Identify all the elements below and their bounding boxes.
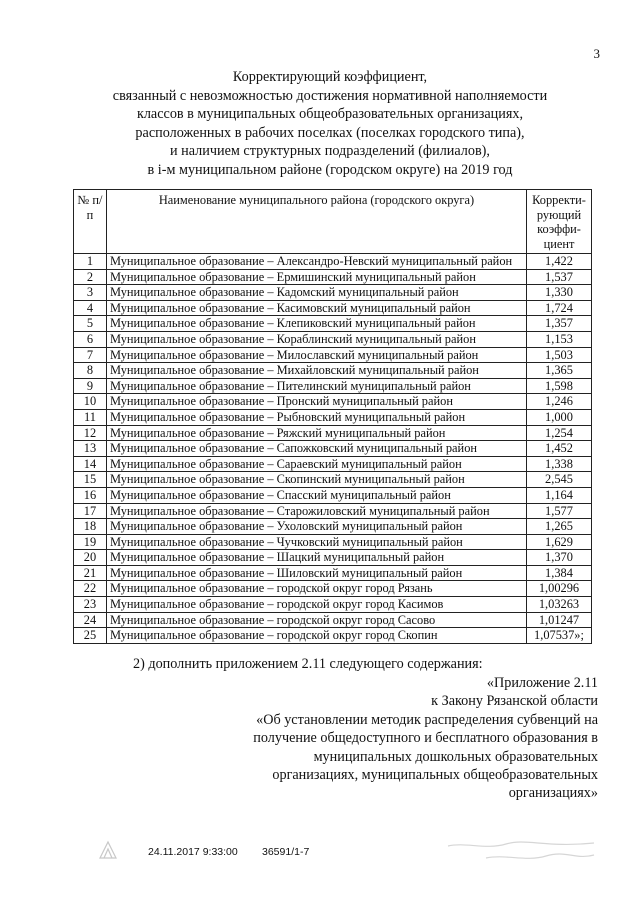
table-row (74, 550, 592, 566)
coefficient-value: 1,598 (527, 378, 592, 394)
table-row (74, 456, 592, 472)
row-number: 7 (74, 347, 107, 363)
annex-line: организациях» (508, 785, 598, 802)
coefficient-value: 1,503 (527, 347, 592, 363)
district-name: Муниципальное образование – Спасский муниципальный район (107, 487, 527, 503)
row-number: 10 (74, 394, 107, 410)
table-row (74, 565, 592, 581)
row-number: 22 (74, 581, 107, 597)
district-name: Муниципальное образование – Сараевский муниципальный район (107, 456, 527, 472)
annex-line: получение общедоступного и бесплатного образования в (253, 730, 598, 747)
table-row (74, 519, 592, 535)
coefficient-value: 1,357 (527, 316, 592, 332)
coefficient-value: 1,07537»; (527, 628, 592, 644)
coefficient-value: 2,545 (527, 472, 592, 488)
coefficient-value: 1,246 (527, 394, 592, 410)
annex-line: к Закону Рязанской области (431, 693, 598, 710)
coefficient-value: 1,254 (527, 425, 592, 441)
page-number: 3 (593, 46, 600, 61)
row-number: 12 (74, 425, 107, 441)
row-number: 18 (74, 519, 107, 535)
footer-doc-number: 36591/1-7 (262, 846, 310, 858)
district-name: Муниципальное образование – городской округ город Скопин (107, 628, 527, 644)
row-number: 15 (74, 472, 107, 488)
coefficient-value: 1,330 (527, 285, 592, 301)
amendment-text: 2) дополнить приложением 2.11 следующего содержания: (133, 656, 483, 672)
row-number: 25 (74, 628, 107, 644)
district-name: Муниципальное образование – Пронский муниципальный район (107, 394, 527, 410)
district-name: Муниципальное образование – Милославский муниципальный район (107, 347, 527, 363)
header-name: Наименование муниципального района (городского округа) (107, 190, 527, 254)
coefficient-value: 1,577 (527, 503, 592, 519)
row-number: 23 (74, 597, 107, 613)
row-number: 14 (74, 456, 107, 472)
annex-line: «Приложение 2.11 (486, 675, 598, 691)
table-row (74, 316, 592, 332)
district-name: Муниципальное образование – Ухоловский муниципальный район (107, 519, 527, 535)
coefficient-value: 1,452 (527, 441, 592, 457)
district-name: Муниципальное образование – Старожиловский муниципальный район (107, 503, 527, 519)
coefficient-value: 1,338 (527, 456, 592, 472)
row-number: 4 (74, 300, 107, 316)
table-row (74, 378, 592, 394)
district-name: Муниципальное образование – Шиловский муниципальный район (107, 565, 527, 581)
table-row (74, 612, 592, 628)
header-coef: Корректи-рующий коэффи-циент (527, 190, 592, 254)
table-row (74, 628, 592, 644)
row-number: 19 (74, 534, 107, 550)
stamp-icon (96, 838, 120, 862)
district-name: Муниципальное образование – Клепиковский муниципальный район (107, 316, 527, 332)
table-row (74, 425, 592, 441)
coefficient-value: 1,00296 (527, 581, 592, 597)
table-row (74, 394, 592, 410)
coefficient-value: 1,01247 (527, 612, 592, 628)
table-row (74, 300, 592, 316)
district-name: Муниципальное образование – Кадомский муниципальный район (107, 285, 527, 301)
coefficient-value: 1,153 (527, 331, 592, 347)
coefficient-value: 1,370 (527, 550, 592, 566)
table-row (74, 254, 592, 270)
table-row (74, 534, 592, 550)
row-number: 16 (74, 487, 107, 503)
district-name: Муниципальное образование – Александро-Невский муниципальный район (107, 254, 527, 270)
coefficient-table (73, 189, 592, 644)
coefficient-value: 1,422 (527, 254, 592, 270)
table-row (74, 409, 592, 425)
table-row (74, 331, 592, 347)
district-name: Муниципальное образование – Чучковский муниципальный район (107, 534, 527, 550)
coefficient-value: 1,724 (527, 300, 592, 316)
district-name: Муниципальное образование – Рыбновский муниципальный район (107, 409, 527, 425)
annex-line: организациях, муниципальных общеобразовательных (272, 767, 598, 784)
row-number: 6 (74, 331, 107, 347)
district-name: Муниципальное образование – Касимовский муниципальный район (107, 300, 527, 316)
document-title (60, 68, 600, 180)
watermark-stamp (446, 838, 596, 864)
row-number: 8 (74, 363, 107, 379)
table-row (74, 487, 592, 503)
row-number: 21 (74, 565, 107, 581)
table-row (74, 472, 592, 488)
row-number: 24 (74, 612, 107, 628)
district-name: Муниципальное образование – Ермишинский муниципальный район (107, 269, 527, 285)
district-name: Муниципальное образование – Скопинский муниципальный район (107, 472, 527, 488)
coefficient-value: 1,365 (527, 363, 592, 379)
table-row (74, 347, 592, 363)
title-line: и наличием структурных подразделений (филиалов), (170, 143, 490, 160)
title-line: расположенных в рабочих поселках (поселках городского типа), (135, 124, 525, 141)
table-row (74, 285, 592, 301)
district-name: Муниципальное образование – Ряжский муниципальный район (107, 425, 527, 441)
table-row (74, 441, 592, 457)
annex-line: муниципальных дошкольных образовательных (313, 748, 598, 765)
district-name: Муниципальное образование – городской округ город Касимов (107, 597, 527, 613)
district-name: Муниципальное образование – Пителинский муниципальный район (107, 378, 527, 394)
district-name: Муниципальное образование – городской округ город Сасово (107, 612, 527, 628)
table-row (74, 597, 592, 613)
row-number: 20 (74, 550, 107, 566)
title-line: классов в муниципальных общеобразовательных организациях, (136, 106, 524, 123)
district-name: Муниципальное образование – Сапожковский муниципальный район (107, 441, 527, 457)
row-number: 11 (74, 409, 107, 425)
annex-heading (60, 674, 598, 803)
coefficient-value: 1,000 (527, 409, 592, 425)
row-number: 17 (74, 503, 107, 519)
header-num: № п/п (74, 190, 107, 254)
title-line: Корректирующий коэффициент, (232, 69, 428, 85)
coefficient-value: 1,03263 (527, 597, 592, 613)
coefficient-value: 1,629 (527, 534, 592, 550)
table-row (74, 363, 592, 379)
coefficient-value: 1,164 (527, 487, 592, 503)
district-name: Муниципальное образование – Михайловский муниципальный район (107, 363, 527, 379)
row-number: 5 (74, 316, 107, 332)
row-number: 3 (74, 285, 107, 301)
footer-timestamp: 24.11.2017 9:33:00 (148, 846, 238, 858)
row-number: 9 (74, 378, 107, 394)
district-name: Муниципальное образование – Шацкий муниципальный район (107, 550, 527, 566)
title-line: в i-м муниципальном районе (городском округе) на 2019 год (147, 161, 513, 178)
coefficient-value: 1,384 (527, 565, 592, 581)
district-name: Муниципальное образование – Кораблинский муниципальный район (107, 331, 527, 347)
coefficient-value: 1,537 (527, 269, 592, 285)
title-line: связанный с невозможностью достижения нормативной наполняемости (112, 87, 548, 104)
table-row (74, 581, 592, 597)
district-name: Муниципальное образование – городской округ город Рязань (107, 581, 527, 597)
row-number: 13 (74, 441, 107, 457)
table-header-row (74, 190, 592, 254)
coefficient-value: 1,265 (527, 519, 592, 535)
table-row (74, 503, 592, 519)
table-row (74, 269, 592, 285)
annex-line: «Об установлении методик распределения субвенций на (256, 711, 598, 728)
row-number: 1 (74, 254, 107, 270)
row-number: 2 (74, 269, 107, 285)
